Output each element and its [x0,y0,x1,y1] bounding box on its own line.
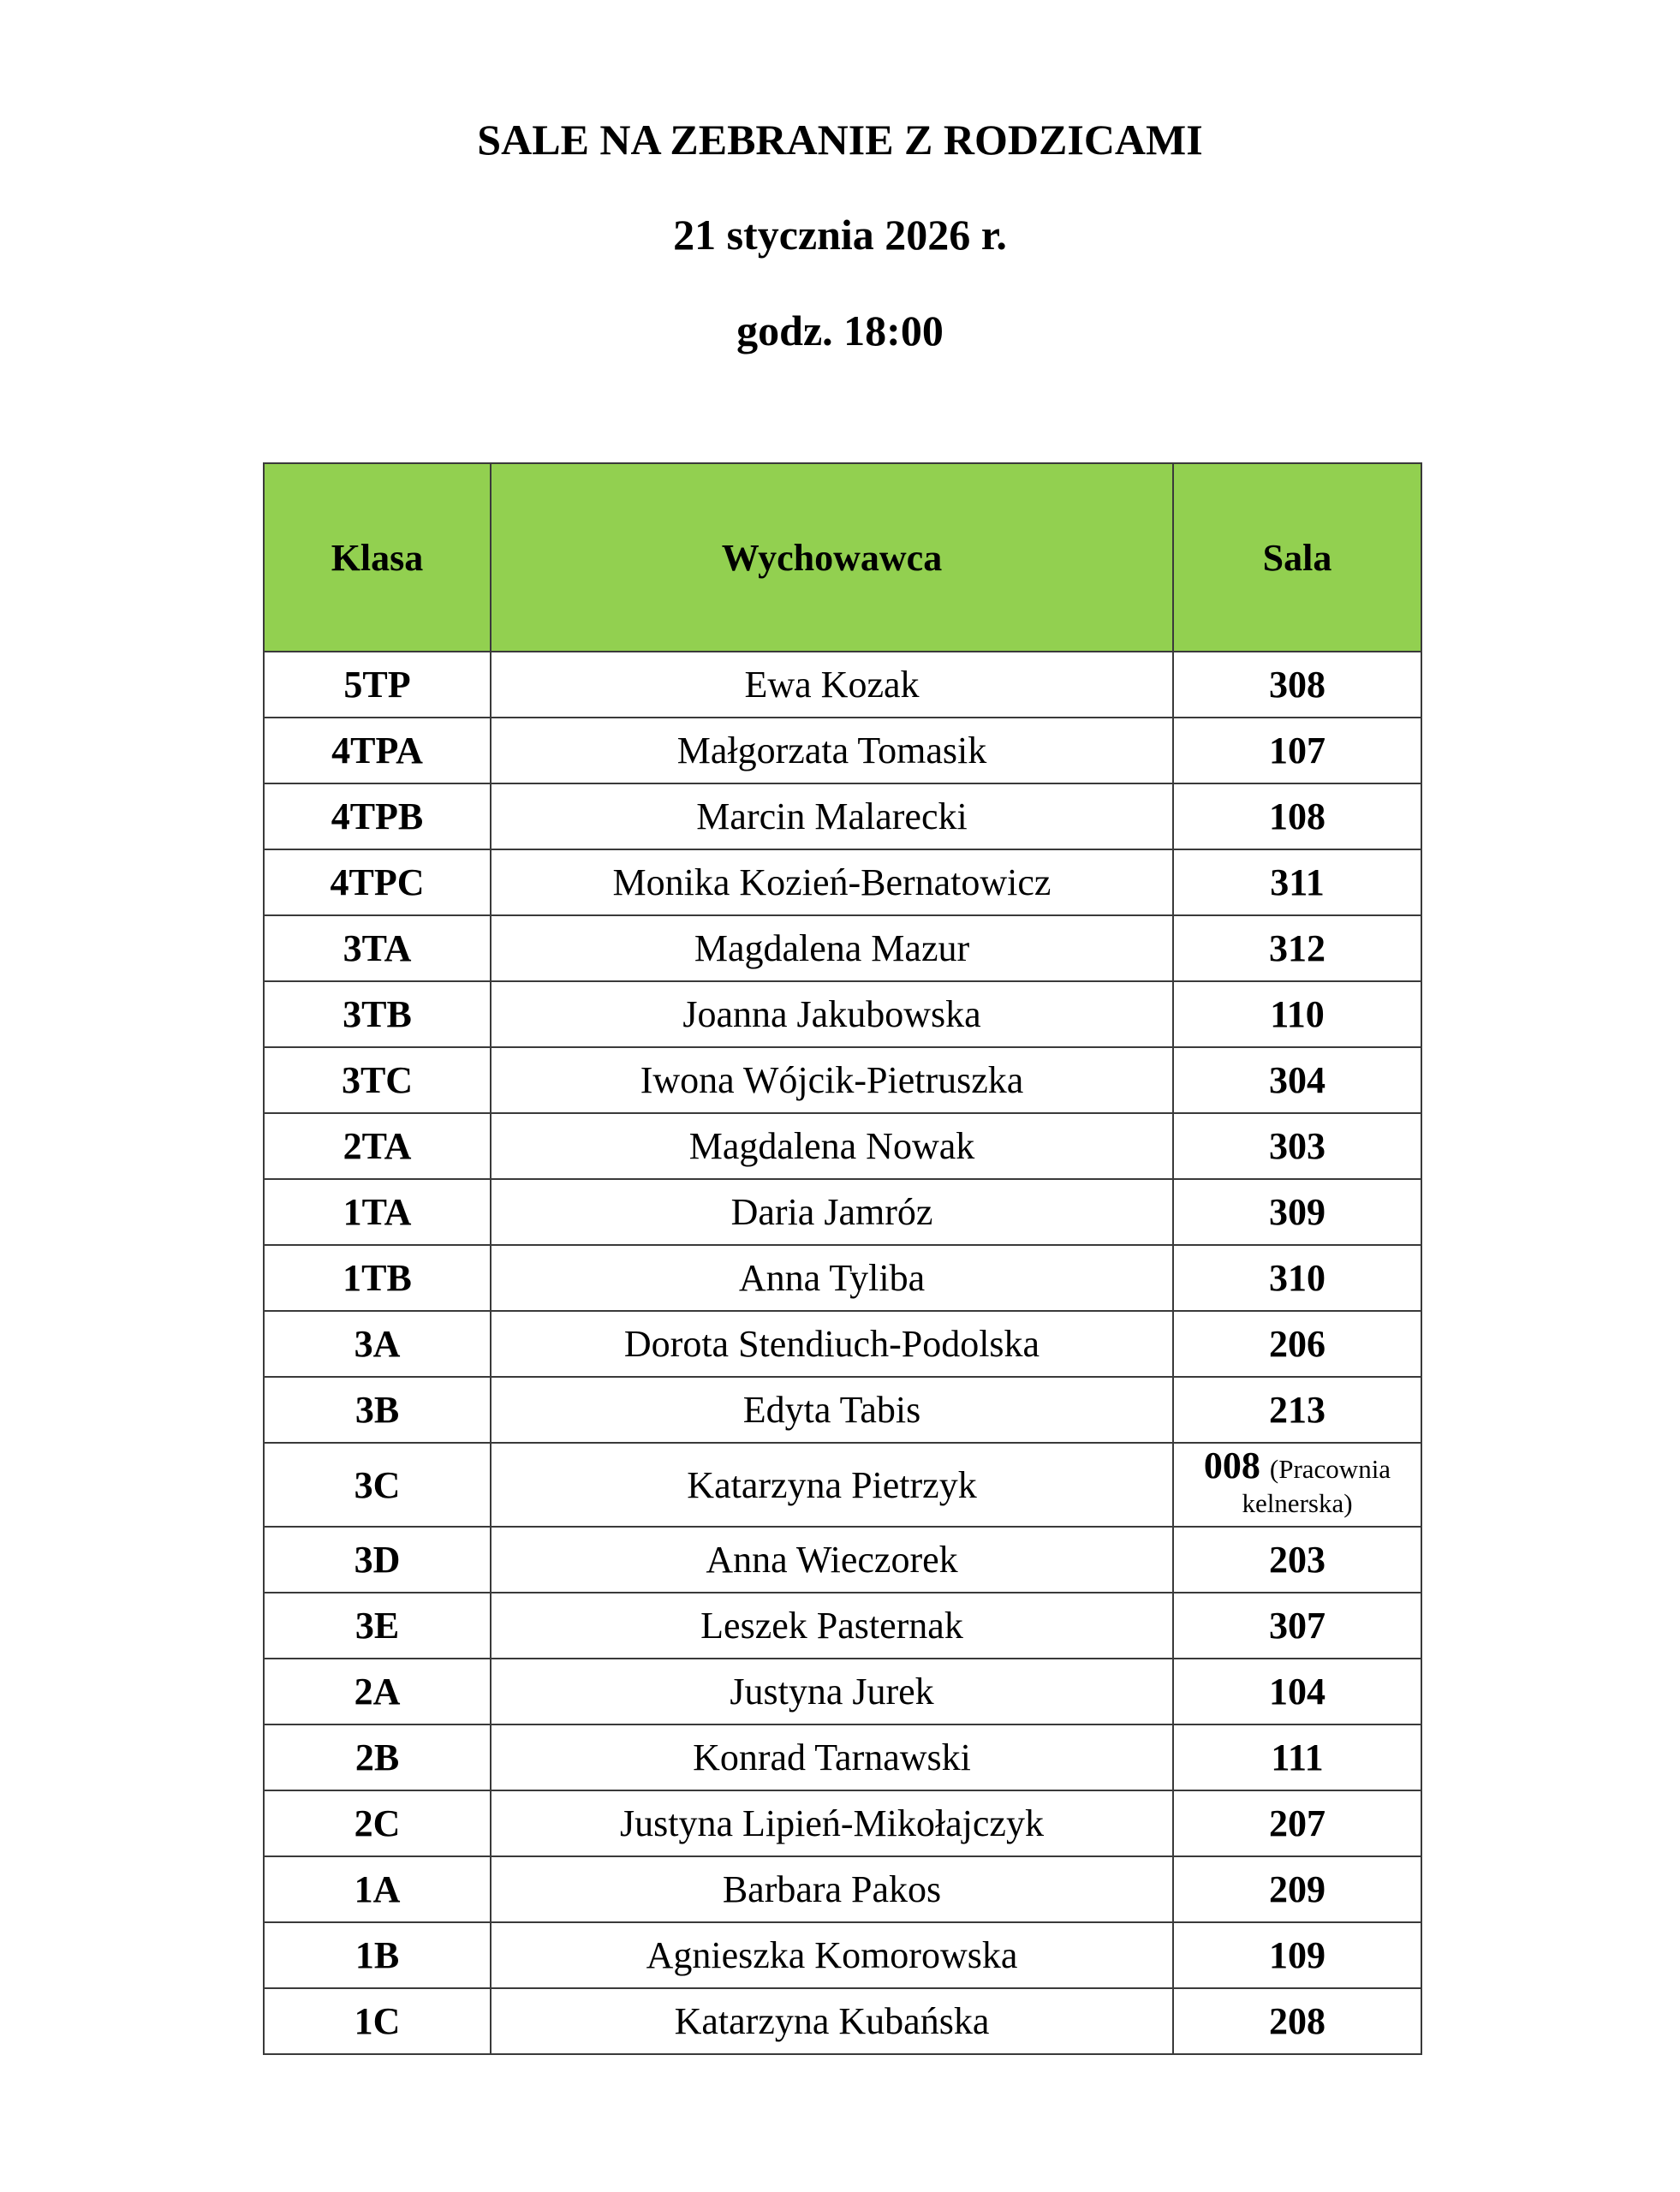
column-header-class: Klasa [264,463,491,652]
table-row [264,1527,1421,1593]
rooms-table [263,462,1422,2055]
column-header-teacher: Wychowawca [491,463,1173,652]
table-row [264,652,1421,718]
room-cell: 111 [1173,1724,1421,1790]
class-cell: 3TC [264,1047,491,1113]
class-cell: 4TPA [264,718,491,783]
teacher-cell: Magdalena Mazur [491,915,1173,981]
room-cell: 307 [1173,1593,1421,1659]
teacher-cell: Magdalena Nowak [491,1113,1173,1179]
table-row [264,1047,1421,1113]
teacher-cell: Małgorzata Tomasik [491,718,1173,783]
class-cell: 3D [264,1527,491,1593]
teacher-cell: Konrad Tarnawski [491,1724,1173,1790]
table-row [264,1790,1421,1856]
table-row [264,1179,1421,1245]
teacher-cell: Justyna Jurek [491,1659,1173,1724]
table-row [264,1311,1421,1377]
table-row [264,915,1421,981]
room-cell: 104 [1173,1659,1421,1724]
teacher-cell: Katarzyna Kubańska [491,1988,1173,2054]
room-number: 008 [1203,1444,1260,1486]
class-cell: 3TB [264,981,491,1047]
room-cell: 311 [1173,849,1421,915]
room-cell: 303 [1173,1113,1421,1179]
teacher-cell: Anna Tyliba [491,1245,1173,1311]
class-cell: 1A [264,1856,491,1922]
teacher-cell: Ewa Kozak [491,652,1173,718]
room-cell: 108 [1173,783,1421,849]
class-cell: 2TA [264,1113,491,1179]
table-row [264,783,1421,849]
meeting-time: godz. 18:00 [736,307,944,354]
teacher-cell: Barbara Pakos [491,1856,1173,1922]
teacher-cell: Marcin Malarecki [491,783,1173,849]
room-cell [1173,1443,1421,1527]
teacher-cell: Monika Kozień-Bernatowicz [491,849,1173,915]
room-cell: 207 [1173,1790,1421,1856]
class-cell: 3A [264,1311,491,1377]
teacher-cell: Daria Jamróz [491,1179,1173,1245]
class-cell: 3TA [264,915,491,981]
room-cell: 109 [1173,1922,1421,1988]
table-row [264,1377,1421,1443]
page-title: SALE NA ZEBRANIE Z RODZICAMI [477,116,1203,164]
room-cell: 312 [1173,915,1421,981]
class-cell: 2C [264,1790,491,1856]
room-cell: 308 [1173,652,1421,718]
teacher-cell: Iwona Wójcik-Pietruszka [491,1047,1173,1113]
class-cell: 2A [264,1659,491,1724]
column-header-room: Sala [1173,463,1421,652]
table-row [264,981,1421,1047]
room-cell: 206 [1173,1311,1421,1377]
room-cell: 110 [1173,981,1421,1047]
table-row [264,1724,1421,1790]
meeting-date: 21 stycznia 2026 r. [673,211,1007,259]
class-cell: 2B [264,1724,491,1790]
room-cell: 213 [1173,1377,1421,1443]
class-cell: 4TPB [264,783,491,849]
class-cell: 4TPC [264,849,491,915]
table-row [264,1922,1421,1988]
table-row [264,718,1421,783]
class-cell: 3C [264,1443,491,1527]
table-row [264,1593,1421,1659]
class-cell: 5TP [264,652,491,718]
class-cell: 3E [264,1593,491,1659]
table-row [264,1856,1421,1922]
class-cell: 1B [264,1922,491,1988]
teacher-cell: Leszek Pasternak [491,1593,1173,1659]
table-row [264,1113,1421,1179]
class-cell: 3B [264,1377,491,1443]
table-header-row [264,463,1421,652]
table-row [264,849,1421,915]
teacher-cell: Joanna Jakubowska [491,981,1173,1047]
teacher-cell: Agnieszka Komorowska [491,1922,1173,1988]
table-row [264,1443,1421,1527]
room-cell: 203 [1173,1527,1421,1593]
class-cell: 1C [264,1988,491,2054]
table-row [264,1659,1421,1724]
room-cell: 309 [1173,1179,1421,1245]
table-row [264,1245,1421,1311]
room-note: (Pracownia [1269,1454,1391,1484]
class-cell: 1TB [264,1245,491,1311]
teacher-cell: Anna Wieczorek [491,1527,1173,1593]
teacher-cell: Dorota Stendiuch-Podolska [491,1311,1173,1377]
teacher-cell: Justyna Lipień-Mikołajczyk [491,1790,1173,1856]
room-cell: 209 [1173,1856,1421,1922]
teacher-cell: Katarzyna Pietrzyk [491,1443,1173,1527]
room-cell: 107 [1173,718,1421,783]
room-cell: 208 [1173,1988,1421,2054]
table-body [264,652,1421,2054]
room-cell: 310 [1173,1245,1421,1311]
class-cell: 1TA [264,1179,491,1245]
room-cell: 304 [1173,1047,1421,1113]
room-note: kelnerska) [1242,1488,1353,1518]
table-row [264,1988,1421,2054]
teacher-cell: Edyta Tabis [491,1377,1173,1443]
